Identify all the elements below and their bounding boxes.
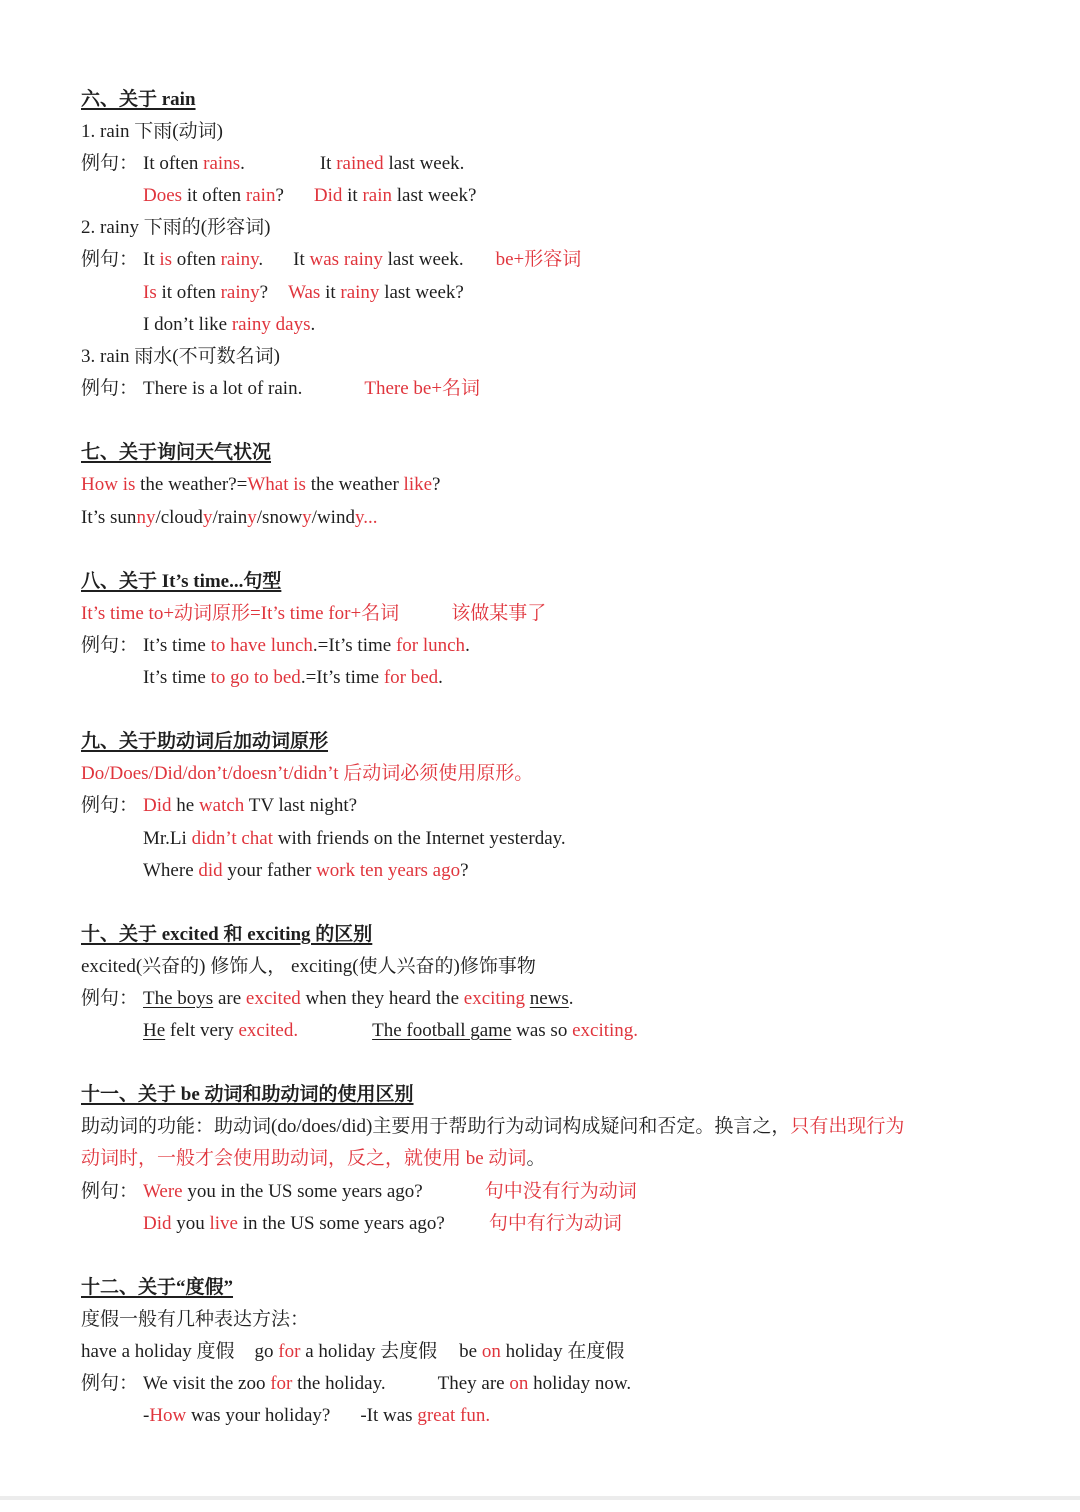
section-6-title: 六、关于 rain — [81, 89, 196, 110]
s11-explanation-2: 动词时，一般才会使用助动词，反之，就使用 be 动词。 — [81, 1148, 546, 1169]
section-11-title: 十一、关于 be 动词和助动词的使用区别 — [81, 1084, 414, 1105]
section-7-title: 七、关于询问天气状况 — [81, 442, 272, 463]
s6-example-6: 例句： There is a lot of rain. There be+名词 — [81, 378, 481, 399]
section-8-title: 八、关于 It’s time...句型 — [81, 571, 282, 592]
s6-example-3: 例句： It is often rainy. It was rainy last week. be+形容词 — [81, 249, 582, 270]
section-12-title: 十二、关于“度假” — [81, 1277, 234, 1298]
s9-example-3: Where did your father work ten years ago? — [143, 860, 469, 881]
s10-rule: excited(兴奋的) 修饰人， exciting(使人兴奋的)修饰事物 — [81, 956, 536, 977]
s7-line-2: It’s sunny/cloudy/rainy/snowy/windy... — [81, 507, 378, 528]
s6-example-1: 例句： It often rains. It rained last week. — [81, 151, 464, 177]
s11-explanation-1: 助动词的功能：助动词(do/does/did)主要用于帮助行为动词构成疑问和否定。换言之，只有出现行为 — [81, 1116, 905, 1137]
section-10-title: 十、关于 excited 和 exciting 的区别 — [81, 924, 373, 945]
s9-example-1: 例句： Did he watch TV last night? — [81, 795, 358, 816]
example-label: 例句： — [81, 153, 139, 174]
s11-example-2: Did you live in the US some years ago? 句中有行为动词 — [143, 1213, 622, 1234]
s6-example-2: Does it often rain? Did it rain last week? — [143, 185, 477, 206]
s12-example-2: -How was your holiday? -It was great fun. — [143, 1405, 491, 1426]
s6-item-3: 3. rain 雨水(不可数名词) — [81, 346, 280, 367]
s9-example-2: Mr.Li didn’t chat with friends on the Internet yesterday. — [143, 828, 566, 849]
s8-example-1: 例句： It’s time to have lunch.=It’s time for lunch. — [81, 635, 470, 656]
s8-rule: It’s time to+动词原形=It’s time for+名词 该做某事了 — [81, 603, 547, 624]
s6-example-5: I don’t like rainy days. — [143, 314, 316, 335]
s9-rule: Do/Does/Did/don’t/doesn’t/didn’t 后动词必须使用原形。 — [81, 763, 534, 784]
s7-line-1: How is the weather?=What is the weather like? — [81, 474, 441, 495]
s10-example-2: He felt very excited. The football game was so exciting. — [143, 1020, 639, 1041]
s11-example-1: 例句： Were you in the US some years ago? 句中没有行为动词 — [81, 1181, 637, 1202]
s6-example-4: Is it often rainy? Was it rainy last week? — [143, 282, 464, 303]
s8-example-2: It’s time to go to bed.=It’s time for bed. — [143, 667, 443, 688]
s12-expressions: have a holiday 度假 go for a holiday 去度假 be on holiday 在度假 — [81, 1341, 625, 1362]
s10-example-1: 例句： The boys are excited when they heard the exciting news. — [81, 988, 574, 1009]
page-bottom-edge — [0, 1496, 1080, 1500]
s6-item-2: 2. rainy 下雨的(形容词) — [81, 217, 271, 238]
s6-item-1: 1. rain 下雨(动词) — [81, 121, 223, 142]
s12-example-1: 例句： We visit the zoo for the holiday. They are on holiday now. — [81, 1373, 632, 1394]
s12-intro: 度假一般有几种表达方法： — [81, 1309, 310, 1330]
section-9-title: 九、关于助动词后加动词原形 — [81, 731, 329, 752]
